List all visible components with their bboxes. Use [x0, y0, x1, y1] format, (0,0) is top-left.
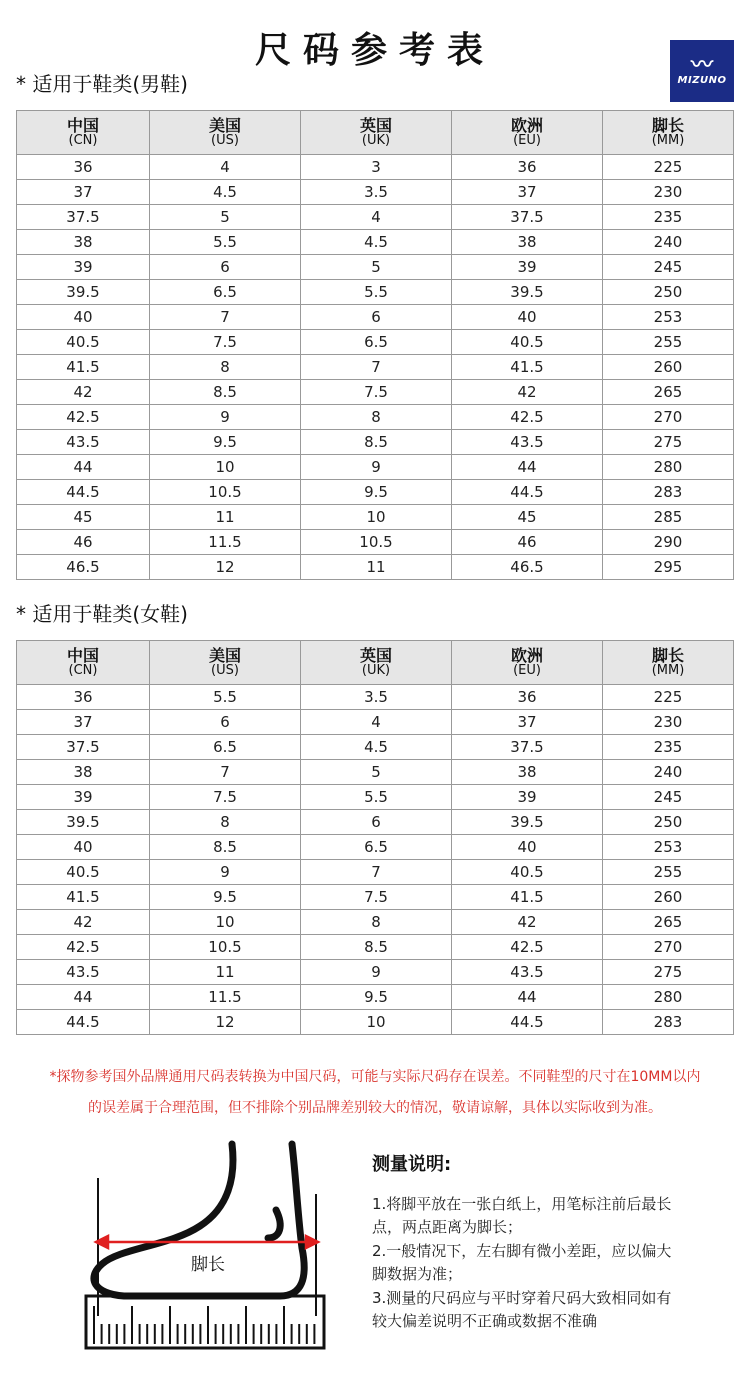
table-cell: 43.5: [452, 960, 603, 985]
table-cell: 39: [17, 255, 150, 280]
table-cell: 11: [301, 555, 452, 580]
table-row: [17, 785, 734, 810]
table-cell: 6.5: [301, 330, 452, 355]
table-row: [17, 710, 734, 735]
table-cell: 36: [452, 155, 603, 180]
table-cell: 44: [17, 455, 150, 480]
table-cell: 40: [452, 305, 603, 330]
table-cell: 37: [17, 180, 150, 205]
table-cell: 7.5: [301, 885, 452, 910]
table-cell: 39.5: [452, 280, 603, 305]
table-cell: 250: [603, 280, 734, 305]
table-row: [17, 405, 734, 430]
table-cell: 44: [17, 985, 150, 1010]
table-cell: 42: [17, 380, 150, 405]
table-cell: 44.5: [17, 1010, 150, 1035]
table-cell: 10.5: [150, 935, 301, 960]
women-section-heading: * 适用于鞋类(女鞋): [16, 602, 188, 626]
table-cell: 4.5: [150, 180, 301, 205]
table-cell: 44.5: [452, 1010, 603, 1035]
table-cell: 42: [452, 910, 603, 935]
table-cell: 290: [603, 530, 734, 555]
table-cell: 4.5: [301, 230, 452, 255]
measure-step-3: 3.测量的尺码应与平时穿着尺码大致相同如有较大偏差说明不正确或数据不准确: [372, 1289, 672, 1330]
table-cell: 39.5: [17, 810, 150, 835]
table-cell: 250: [603, 810, 734, 835]
table-cell: 42.5: [17, 935, 150, 960]
table-cell: 11: [150, 505, 301, 530]
table-cell: 43.5: [17, 430, 150, 455]
table-cell: 240: [603, 760, 734, 785]
table-cell: 265: [603, 910, 734, 935]
table-cell: 44.5: [452, 480, 603, 505]
table-cell: 12: [150, 1010, 301, 1035]
table-cell: 38: [452, 760, 603, 785]
table-cell: 5: [301, 255, 452, 280]
table-cell: 6: [301, 810, 452, 835]
table-row: [17, 835, 734, 860]
table-cell: 5: [301, 760, 452, 785]
table-row: [17, 430, 734, 455]
table-row: [17, 205, 734, 230]
table-cell: 41.5: [452, 885, 603, 910]
table-cell: 9: [150, 860, 301, 885]
table-cell: 5.5: [301, 785, 452, 810]
table-cell: 283: [603, 480, 734, 505]
table-row: [17, 330, 734, 355]
table-cell: 42.5: [452, 405, 603, 430]
table-cell: 5.5: [150, 230, 301, 255]
table-cell: 225: [603, 685, 734, 710]
table-cell: 3.5: [301, 180, 452, 205]
table-cell: 37: [17, 710, 150, 735]
table-row: [17, 255, 734, 280]
table-cell: 37.5: [452, 205, 603, 230]
table-cell: 230: [603, 180, 734, 205]
men-section-heading: * 适用于鞋类(男鞋): [16, 72, 188, 96]
header-eu: 欧洲 (EU): [452, 111, 603, 155]
foot-length-label: 脚长: [191, 1255, 225, 1275]
table-cell: 10: [150, 910, 301, 935]
table-cell: 4: [301, 205, 452, 230]
table-cell: 11: [150, 960, 301, 985]
table-cell: 6: [150, 255, 301, 280]
table-row: [17, 935, 734, 960]
header-mm: 脚长 (MM): [603, 641, 734, 685]
table-cell: 283: [603, 1010, 734, 1035]
table-cell: 42: [17, 910, 150, 935]
table-cell: 253: [603, 835, 734, 860]
table-row: [17, 155, 734, 180]
table-cell: 9.5: [150, 885, 301, 910]
table-cell: 10: [301, 505, 452, 530]
table-cell: 36: [17, 155, 150, 180]
table-row: [17, 685, 734, 710]
table-cell: 5: [150, 205, 301, 230]
table-cell: 265: [603, 380, 734, 405]
table-cell: 45: [452, 505, 603, 530]
table-cell: 4: [150, 155, 301, 180]
table-cell: 5.5: [150, 685, 301, 710]
table-cell: 44: [452, 455, 603, 480]
table-cell: 11.5: [150, 530, 301, 555]
women-size-table: [16, 640, 734, 1035]
table-cell: 295: [603, 555, 734, 580]
ruler-icon: [86, 1296, 324, 1348]
table-cell: 240: [603, 230, 734, 255]
header-us: 美国 (US): [150, 111, 301, 155]
table-row: [17, 555, 734, 580]
table-cell: 260: [603, 885, 734, 910]
table-cell: 4.5: [301, 735, 452, 760]
table-cell: 37.5: [17, 735, 150, 760]
table-cell: 42.5: [452, 935, 603, 960]
table-cell: 253: [603, 305, 734, 330]
table-cell: 38: [17, 760, 150, 785]
table-cell: 40: [17, 305, 150, 330]
table-cell: 6.5: [150, 735, 301, 760]
table-cell: 44.5: [17, 480, 150, 505]
table-cell: 46: [452, 530, 603, 555]
table-cell: 44: [452, 985, 603, 1010]
table-cell: 270: [603, 405, 734, 430]
header-mm: 脚长 (MM): [603, 111, 734, 155]
table-cell: 9: [301, 960, 452, 985]
table-cell: 8.5: [301, 430, 452, 455]
table-row: [17, 530, 734, 555]
men-size-table: [16, 110, 734, 580]
table-cell: 9.5: [301, 985, 452, 1010]
table-row: [17, 380, 734, 405]
table-row: [17, 810, 734, 835]
table-cell: 40: [17, 835, 150, 860]
table-cell: 38: [452, 230, 603, 255]
table-row: [17, 480, 734, 505]
table-cell: 39: [17, 785, 150, 810]
table-row: [17, 280, 734, 305]
table-cell: 10.5: [301, 530, 452, 555]
table-cell: 255: [603, 860, 734, 885]
table-cell: 43.5: [452, 430, 603, 455]
table-cell: 280: [603, 985, 734, 1010]
foot-length-arrow: [96, 1236, 318, 1248]
header-cn: 中国 (CN): [17, 641, 150, 685]
table-cell: 3.5: [301, 685, 452, 710]
table-cell: 7: [150, 760, 301, 785]
table-row: [17, 860, 734, 885]
table-cell: 6: [301, 305, 452, 330]
table-cell: 5.5: [301, 280, 452, 305]
men-table-body: [17, 155, 734, 580]
table-cell: 38: [17, 230, 150, 255]
table-cell: 39.5: [452, 810, 603, 835]
table-cell: 275: [603, 960, 734, 985]
table-cell: 37: [452, 180, 603, 205]
table-cell: 40.5: [17, 860, 150, 885]
table-cell: 40: [452, 835, 603, 860]
table-cell: 42: [452, 380, 603, 405]
table-cell: 8.5: [150, 380, 301, 405]
table-cell: 45: [17, 505, 150, 530]
table-cell: 285: [603, 505, 734, 530]
table-cell: 41.5: [17, 885, 150, 910]
table-row: [17, 985, 734, 1010]
table-cell: 10: [301, 1010, 452, 1035]
table-row: [17, 505, 734, 530]
table-cell: 235: [603, 735, 734, 760]
table-cell: 7.5: [150, 785, 301, 810]
table-row: [17, 960, 734, 985]
table-cell: 8.5: [301, 935, 452, 960]
table-cell: 4: [301, 710, 452, 735]
table-cell: 7: [301, 355, 452, 380]
table-cell: 8: [301, 405, 452, 430]
table-cell: 7.5: [150, 330, 301, 355]
table-cell: 275: [603, 430, 734, 455]
table-row: [17, 305, 734, 330]
table-cell: 46: [17, 530, 150, 555]
table-cell: 41.5: [452, 355, 603, 380]
table-cell: 8: [150, 355, 301, 380]
table-row: [17, 760, 734, 785]
table-cell: 39: [452, 255, 603, 280]
table-cell: 12: [150, 555, 301, 580]
table-cell: 3: [301, 155, 452, 180]
table-cell: 11.5: [150, 985, 301, 1010]
table-cell: 235: [603, 205, 734, 230]
logo-brand-text: MIZUNO: [677, 74, 727, 86]
table-cell: 41.5: [17, 355, 150, 380]
table-cell: 43.5: [17, 960, 150, 985]
table-cell: 36: [452, 685, 603, 710]
table-cell: 37: [452, 710, 603, 735]
table-header-row: [17, 111, 734, 155]
table-cell: 8: [150, 810, 301, 835]
table-cell: 9: [301, 455, 452, 480]
table-cell: 7.5: [301, 380, 452, 405]
table-cell: 36: [17, 685, 150, 710]
header-cn: 中国 (CN): [17, 111, 150, 155]
table-cell: 7: [301, 860, 452, 885]
table-cell: 10.5: [150, 480, 301, 505]
table-cell: 46.5: [452, 555, 603, 580]
table-row: [17, 455, 734, 480]
table-cell: 9: [150, 405, 301, 430]
table-cell: 6: [150, 710, 301, 735]
table-cell: 37.5: [452, 735, 603, 760]
foot-measurement-illustration: [80, 1138, 340, 1358]
table-row: [17, 230, 734, 255]
header-us: 美国 (US): [150, 641, 301, 685]
table-cell: 245: [603, 255, 734, 280]
table-cell: 6.5: [301, 835, 452, 860]
table-row: [17, 735, 734, 760]
table-cell: 40.5: [17, 330, 150, 355]
table-cell: 260: [603, 355, 734, 380]
table-cell: 245: [603, 785, 734, 810]
table-cell: 255: [603, 330, 734, 355]
disclaimer-line-1: *探物参考国外品牌通用尺码表转换为中国尺码，可能与实际尺码存在误差。不同鞋型的尺寸在10MM以内: [49, 1069, 701, 1085]
page-title: 尺码参考表: [254, 30, 495, 71]
disclaimer-line-2: 的误差属于合理范围，但不排除个别品牌差别较大的情况，敬请谅解，具体以实际收到为准。: [88, 1100, 662, 1116]
table-cell: 9.5: [301, 480, 452, 505]
table-cell: 7: [150, 305, 301, 330]
table-cell: 270: [603, 935, 734, 960]
table-cell: 40.5: [452, 860, 603, 885]
table-cell: 280: [603, 455, 734, 480]
mizuno-logo: [670, 40, 734, 102]
table-cell: 8.5: [150, 835, 301, 860]
table-row: [17, 1010, 734, 1035]
table-cell: 37.5: [17, 205, 150, 230]
table-cell: 230: [603, 710, 734, 735]
mizuno-runbird-icon: 〰: [690, 52, 713, 78]
table-row: [17, 180, 734, 205]
table-cell: 225: [603, 155, 734, 180]
table-cell: 40.5: [452, 330, 603, 355]
measure-step-2: 2.一般情况下，左右脚有微小差距，应以偏大脚数据为准；: [372, 1242, 672, 1283]
header-uk: 英国 (UK): [301, 111, 452, 155]
header-uk: 英国 (UK): [301, 641, 452, 685]
table-row: [17, 910, 734, 935]
table-cell: 8: [301, 910, 452, 935]
women-table-body: [17, 685, 734, 1035]
header-eu: 欧洲 (EU): [452, 641, 603, 685]
table-row: [17, 355, 734, 380]
table-header-row: [17, 641, 734, 685]
measure-step-1: 1.将脚平放在一张白纸上，用笔标注前后最长点，两点距离为脚长；: [372, 1195, 672, 1236]
table-cell: 39: [452, 785, 603, 810]
table-cell: 6.5: [150, 280, 301, 305]
table-row: [17, 885, 734, 910]
table-cell: 46.5: [17, 555, 150, 580]
table-cell: 10: [150, 455, 301, 480]
measure-title: 测量说明:: [372, 1154, 452, 1175]
table-cell: 42.5: [17, 405, 150, 430]
table-cell: 9.5: [150, 430, 301, 455]
table-cell: 39.5: [17, 280, 150, 305]
